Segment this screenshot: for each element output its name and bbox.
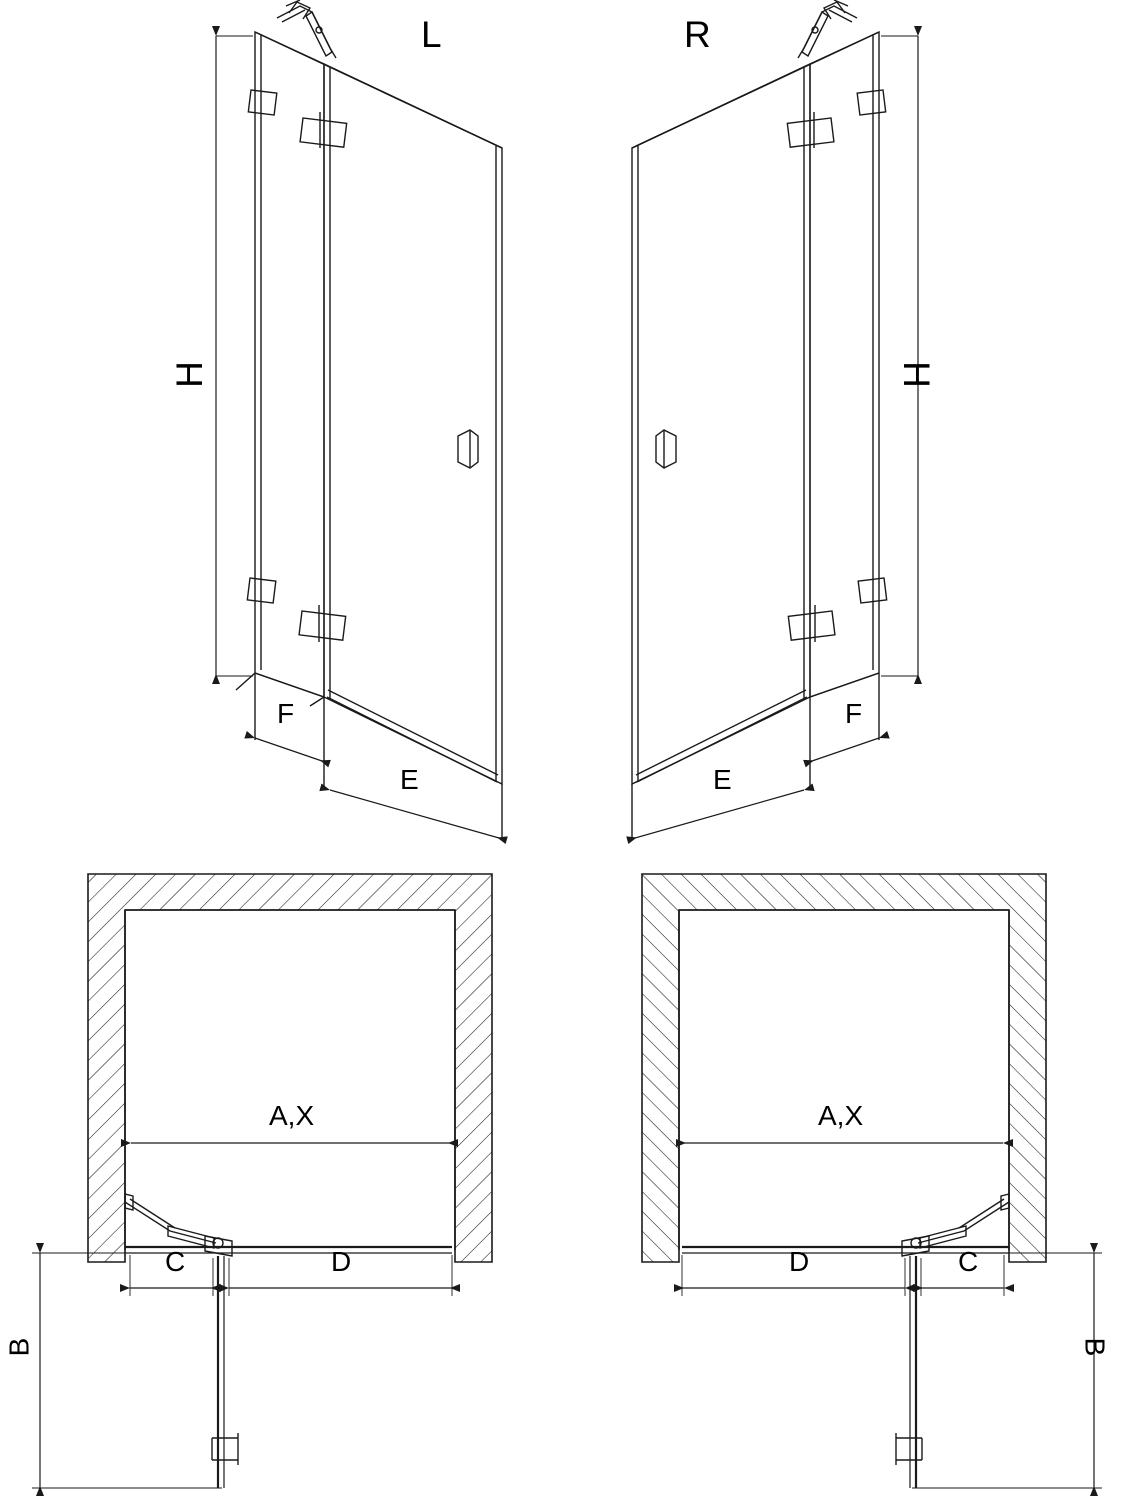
variant-label-left: L [421,14,442,55]
dimension-label-b-left: B [3,1337,35,1357]
dimension-label-e-right: E [713,764,732,795]
dimension-label-f-right: F [845,698,863,729]
dimension-label-h-left: H [168,361,210,388]
dimension-label-c-left: C [165,1246,186,1277]
dimension-label-ax-right: A,X [818,1100,864,1131]
variant-label-right: R [684,14,711,55]
dimension-label-e-left: E [400,764,419,795]
dimension-label-h-right: H [895,361,937,388]
dimension-label-b-right: B [1079,1337,1111,1357]
plan-view-right [642,874,1102,1488]
dimension-label-c-right: C [958,1246,979,1277]
dimension-label-d-right: D [789,1246,810,1277]
dimension-label-d-left: D [331,1246,352,1277]
dimension-label-f-left: F [277,698,295,729]
dimension-label-ax-left: A,X [269,1100,315,1131]
plan-view-left [32,874,492,1488]
perspective-view-right [632,0,918,840]
perspective-view-left [216,0,502,840]
